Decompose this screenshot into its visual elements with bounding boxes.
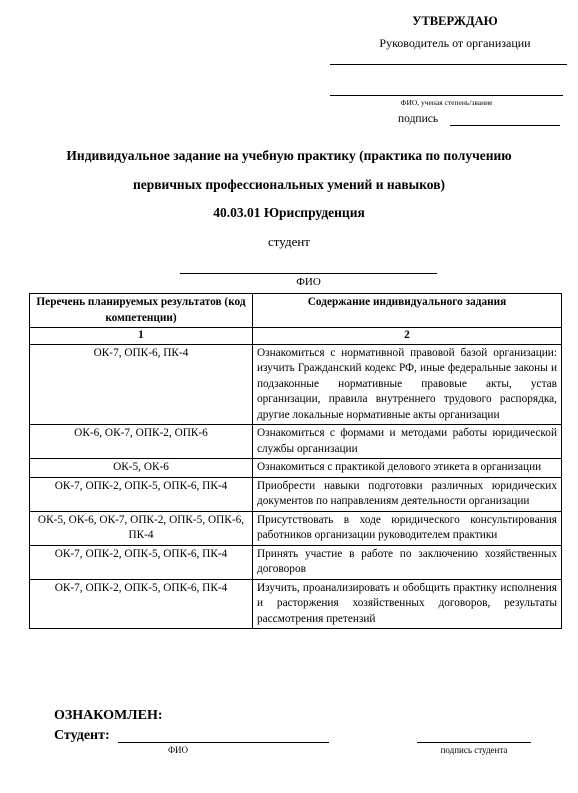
approval-name-caption: ФИО, ученая степень/звание bbox=[400, 98, 493, 107]
document-title-line1: Индивидуальное задание на учебную практику (практика по получению bbox=[66, 148, 512, 163]
table-row bbox=[30, 459, 562, 478]
student-fio-caption: ФИО bbox=[296, 276, 321, 288]
row-content: Присутствовать в ходе юридического консультирования работников организации руководителем практики bbox=[253, 511, 562, 545]
table-header-row bbox=[30, 294, 562, 328]
task-table bbox=[29, 293, 562, 629]
row-codes: ОК-7, ОПК-2, ОПК-5, ОПК-6, ПК-4 bbox=[30, 579, 253, 629]
row-codes: ОК-7, ОПК-2, ОПК-5, ОПК-6, ПК-4 bbox=[30, 545, 253, 579]
approval-name-line bbox=[330, 64, 567, 65]
approval-position-line bbox=[330, 95, 563, 96]
row-codes: ОК-7, ОПК-6, ПК-4 bbox=[30, 344, 253, 425]
table-row bbox=[30, 511, 562, 545]
column-number-1: 1 bbox=[30, 328, 253, 345]
row-codes: ОК-7, ОПК-2, ОПК-5, ОПК-6, ПК-4 bbox=[30, 477, 253, 511]
header-competence-codes: Перечень планируемых результатов (код компетенции) bbox=[30, 294, 253, 328]
row-content: Ознакомиться с нормативной правовой базой организации: изучить Гражданский кодекс РФ, иные федеральные законы и подзаконные нормативные правовые акты, устав организации, правила внутреннего трудового распорядка, другие локальные нормативные акты организации bbox=[253, 344, 562, 425]
approval-signature-line bbox=[450, 125, 560, 126]
approval-signature-label: подпись bbox=[398, 113, 439, 125]
approval-subtitle: Руководитель от организации bbox=[379, 36, 531, 50]
footer-student-label: Студент: bbox=[54, 728, 110, 743]
specialty-code: 40.03.01 Юриспруденция bbox=[213, 205, 365, 220]
student-label: студент bbox=[268, 234, 310, 249]
student-fio-line bbox=[180, 273, 437, 274]
row-codes: ОК-5, ОК-6 bbox=[30, 459, 253, 478]
footer-signature-line bbox=[417, 742, 531, 743]
row-codes: ОК-6, ОК-7, ОПК-2, ОПК-6 bbox=[30, 425, 253, 459]
column-number-2: 2 bbox=[253, 328, 562, 345]
header-task-content: Содержание индивидуального задания bbox=[253, 294, 562, 328]
row-content: Принять участие в работе по заключению хозяйственных договоров bbox=[253, 545, 562, 579]
table-row bbox=[30, 579, 562, 629]
table-row bbox=[30, 425, 562, 459]
footer-student-name-line bbox=[118, 742, 329, 743]
table-row bbox=[30, 545, 562, 579]
row-content: Изучить, проанализировать и обобщить практику исполнения и расторжения хозяйственных договоров, результаты рассмотрения претензий bbox=[253, 579, 562, 629]
acknowledged-label: ОЗНАКОМЛЕН: bbox=[54, 708, 163, 723]
approval-title: УТВЕРЖДАЮ bbox=[412, 14, 498, 28]
document-title-line2: первичных профессиональных умений и навыков) bbox=[132, 177, 446, 192]
row-content: Приобрести навыки подготовки различных юридических документов по направлениям деятельности организации bbox=[253, 477, 562, 511]
footer-fio-caption: ФИО bbox=[167, 745, 189, 755]
row-content: Ознакомиться с практикой делового этикета в организации bbox=[253, 459, 562, 478]
row-codes: ОК-5, ОК-6, ОК-7, ОПК-2, ОПК-5, ОПК-6, ПК-4 bbox=[30, 511, 253, 545]
footer-signature-caption: подпись студента bbox=[440, 745, 508, 755]
table-number-row bbox=[30, 328, 562, 345]
table-row bbox=[30, 344, 562, 425]
row-content: Ознакомиться с формами и методами работы юридической службы организации bbox=[253, 425, 562, 459]
table-row bbox=[30, 477, 562, 511]
